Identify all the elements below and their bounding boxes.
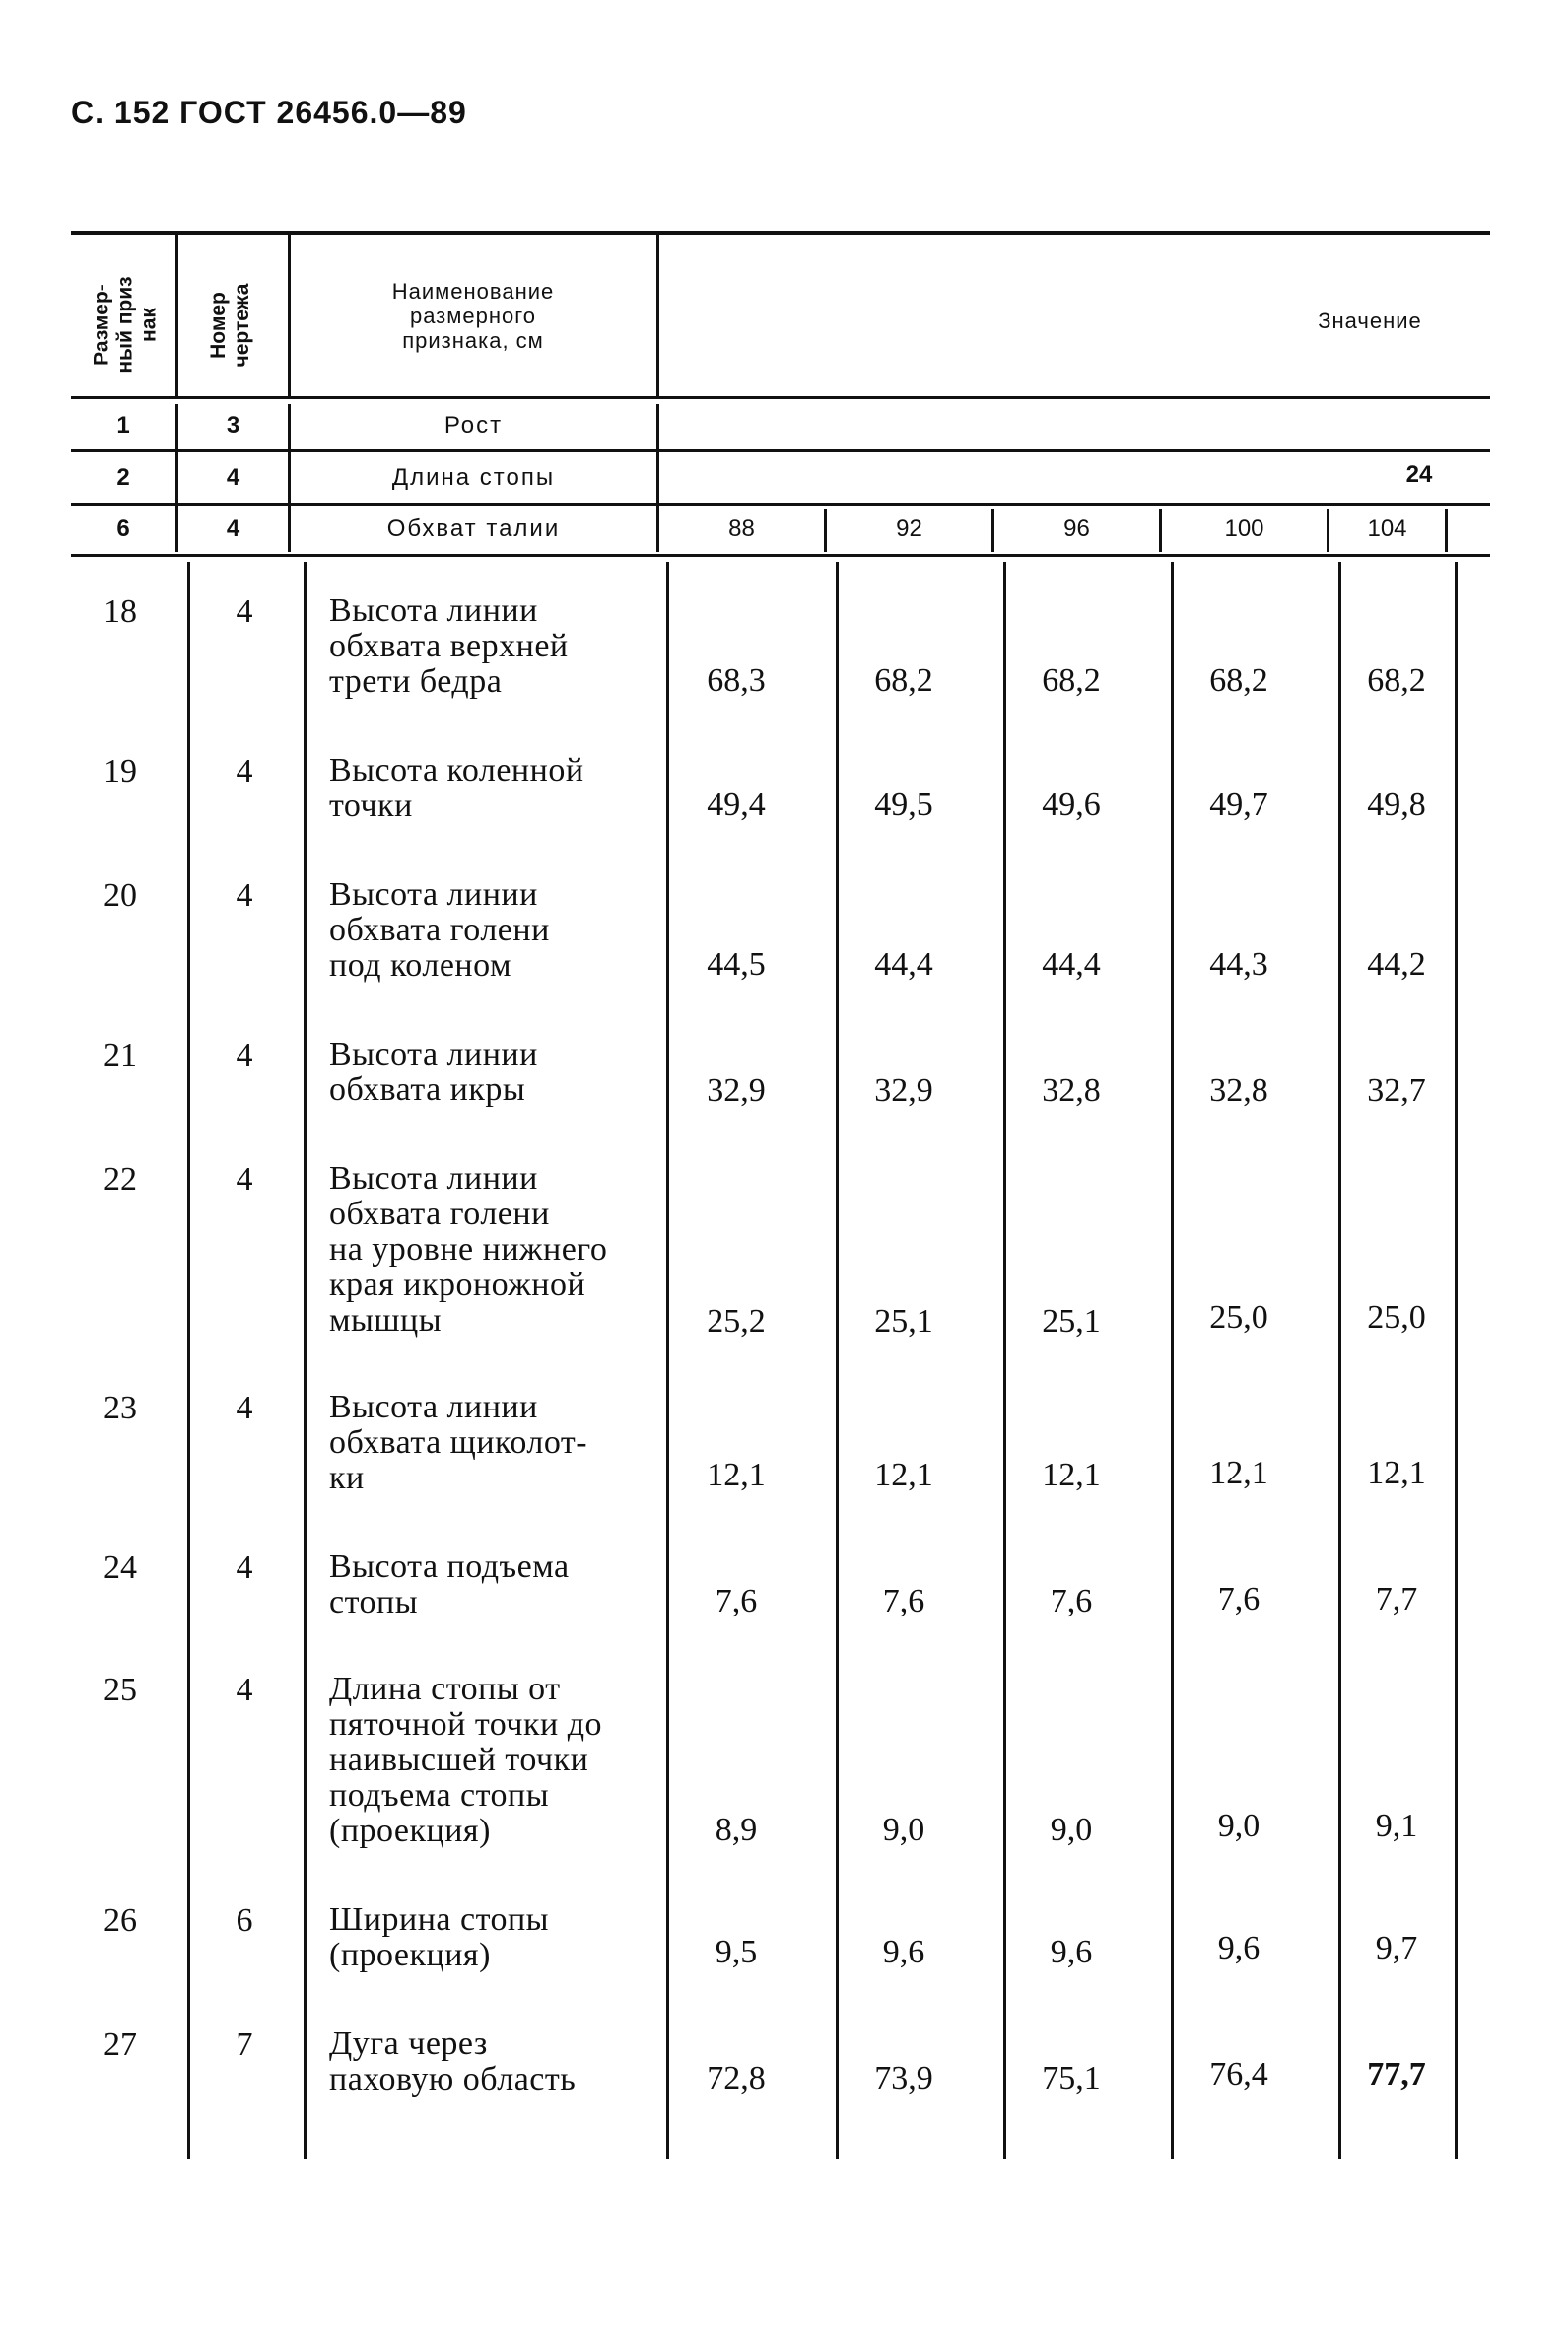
subrow-2-num: 2 — [116, 464, 130, 491]
row-20-value-4: 44,3 — [1209, 946, 1268, 983]
row-25-value-2: 9,0 — [882, 1812, 925, 1848]
row-25-value-4: 9,0 — [1217, 1808, 1261, 1844]
row-22-value-5: 25,0 — [1367, 1299, 1426, 1336]
row-26-num: 26 — [103, 1902, 137, 1939]
subrow-3-value-4: 100 — [1224, 516, 1264, 542]
row-25-value-1: 8,9 — [715, 1812, 758, 1848]
row-27-num: 27 — [103, 2027, 137, 2063]
row-23-value-3: 12,1 — [1042, 1457, 1101, 1493]
page-header: С. 152 ГОСТ 26456.0—89 — [71, 95, 467, 130]
row-20-value-2: 44,4 — [874, 946, 933, 983]
row-24-value-3: 7,6 — [1050, 1583, 1093, 1619]
row-19-value-2: 49,5 — [874, 787, 933, 823]
row-21-value-4: 32,8 — [1209, 1072, 1268, 1109]
row-18-num: 18 — [103, 593, 137, 630]
subrow-3-value-1: 88 — [728, 516, 755, 542]
row-26-value-3: 9,6 — [1050, 1934, 1093, 1970]
row-22-value-4: 25,0 — [1209, 1299, 1268, 1336]
row-18-value-2: 68,2 — [874, 662, 933, 699]
row-26-value-2: 9,6 — [882, 1934, 925, 1970]
row-18-name: Высота линии обхвата верхней трети бедра — [329, 592, 569, 700]
row2-bottom-rule — [71, 503, 1490, 506]
row-25-value-5: 9,1 — [1375, 1808, 1418, 1844]
subrow-3-value-2: 92 — [896, 516, 922, 542]
subrow-3-drawing: 4 — [226, 516, 240, 542]
row-18-value-1: 68,3 — [707, 662, 766, 699]
row-26-value-1: 9,5 — [715, 1934, 758, 1970]
row-27-value-2: 73,9 — [874, 2060, 933, 2097]
row-25-drawing: 4 — [236, 1672, 253, 1708]
row-23-drawing: 4 — [236, 1390, 253, 1426]
subrow-1-num: 1 — [116, 412, 130, 439]
row-19-value-3: 49,6 — [1042, 787, 1101, 823]
row-24-value-5: 7,7 — [1375, 1581, 1418, 1617]
row-18-value-4: 68,2 — [1209, 662, 1268, 699]
subrow-3-value-5: 104 — [1367, 516, 1407, 542]
row-23-value-5: 12,1 — [1367, 1455, 1426, 1491]
row-25-value-3: 9,0 — [1050, 1812, 1093, 1848]
row-23-value-2: 12,1 — [874, 1457, 933, 1493]
header-divider-3 — [656, 235, 659, 396]
row-22-name: Высота линии обхвата голени на уровне нижнего края икроножной мышцы — [329, 1160, 608, 1339]
row-22-value-3: 25,1 — [1042, 1303, 1101, 1340]
row-21-value-2: 32,9 — [874, 1072, 933, 1109]
row-25-num: 25 — [103, 1672, 137, 1708]
row-24-value-2: 7,6 — [882, 1583, 925, 1619]
row-22-num: 22 — [103, 1161, 137, 1198]
row-24-num: 24 — [103, 1549, 137, 1586]
subrow-1-name: Рост — [443, 412, 504, 439]
col-header-name: Наименование размерного признака, см — [391, 278, 555, 353]
row-23-value-1: 12,1 — [707, 1457, 766, 1493]
table-top-rule — [71, 231, 1490, 235]
row-20-value-1: 44,5 — [707, 946, 766, 983]
row-18-value-3: 68,2 — [1042, 662, 1101, 699]
row-20-value-5: 44,2 — [1367, 946, 1426, 983]
row-27-drawing: 7 — [236, 2027, 253, 2063]
row-21-value-3: 32,8 — [1042, 1072, 1101, 1109]
col-header-value: Значение — [1318, 308, 1422, 333]
row-19-value-5: 49,8 — [1367, 787, 1426, 823]
subrow-3-value-3: 96 — [1063, 516, 1090, 542]
body-divider-2 — [304, 562, 307, 2159]
row-20-num: 20 — [103, 877, 137, 914]
row-20-drawing: 4 — [236, 877, 253, 914]
subrow-2-value: 24 — [1405, 461, 1433, 488]
subrow-2-name: Длина стопы — [391, 464, 556, 491]
row-19-name: Высота коленной точки — [329, 752, 584, 824]
header-divider-2 — [288, 235, 291, 396]
subrow-divider-8 — [1445, 509, 1448, 552]
row-25-name: Длина стопы от пяточной точки до наивысшей точки подъема стопы (проекция) — [329, 1671, 602, 1849]
subrow-3-num: 6 — [116, 516, 130, 542]
col-header-size-sign: Размер- ный приз нак — [90, 276, 161, 374]
row-24-value-1: 7,6 — [715, 1583, 758, 1619]
row-26-drawing: 6 — [236, 1902, 253, 1939]
row-23-num: 23 — [103, 1390, 137, 1426]
row-24-drawing: 4 — [236, 1549, 253, 1586]
row-23-name: Высота линии обхвата щиколот- ки — [329, 1389, 588, 1496]
row-21-num: 21 — [103, 1037, 137, 1073]
header-divider-1 — [175, 235, 178, 396]
row-24-value-4: 7,6 — [1217, 1581, 1261, 1617]
body-divider-1 — [187, 562, 190, 2159]
row-27-value-3: 75,1 — [1042, 2060, 1101, 2097]
row-26-value-4: 9,6 — [1217, 1930, 1261, 1966]
row-26-value-5: 9,7 — [1375, 1930, 1418, 1966]
col-header-drawing-number: Номер чертежа — [207, 283, 253, 368]
subrow-2-drawing: 4 — [226, 464, 240, 491]
subrow-3-name: Обхват талии — [386, 516, 561, 542]
row-21-name: Высота линии обхвата икры — [329, 1036, 538, 1108]
row-24-name: Высота подъема стопы — [329, 1548, 570, 1620]
row-27-name: Дуга через паховую область — [329, 2026, 577, 2097]
header-bottom-rule — [71, 396, 1490, 399]
row-19-drawing: 4 — [236, 753, 253, 790]
row-26-name: Ширина стопы (проекция) — [329, 1901, 550, 1973]
row-23-value-4: 12,1 — [1209, 1455, 1268, 1491]
row-22-value-1: 25,2 — [707, 1303, 766, 1340]
row-20-value-3: 44,4 — [1042, 946, 1101, 983]
row1-bottom-rule — [71, 449, 1490, 452]
subrow-1-drawing: 3 — [226, 412, 240, 439]
row-18-drawing: 4 — [236, 593, 253, 630]
row-19-value-4: 49,7 — [1209, 787, 1268, 823]
row-18-value-5: 68,2 — [1367, 662, 1426, 699]
row-21-value-1: 32,9 — [707, 1072, 766, 1109]
row-27-value-4: 76,4 — [1209, 2056, 1268, 2093]
row-21-drawing: 4 — [236, 1037, 253, 1073]
row-27-value-1: 72,8 — [707, 2060, 766, 2097]
row-19-num: 19 — [103, 753, 137, 790]
row-19-value-1: 49,4 — [707, 787, 766, 823]
row-22-drawing: 4 — [236, 1161, 253, 1198]
row-21-value-5: 32,7 — [1367, 1072, 1426, 1109]
sub-header-bottom-rule — [71, 554, 1490, 557]
row-27-value-5: 77,7 — [1367, 2056, 1426, 2093]
row-22-value-2: 25,1 — [874, 1303, 933, 1340]
row-20-name: Высота линии обхвата голени под коленом — [329, 876, 550, 984]
